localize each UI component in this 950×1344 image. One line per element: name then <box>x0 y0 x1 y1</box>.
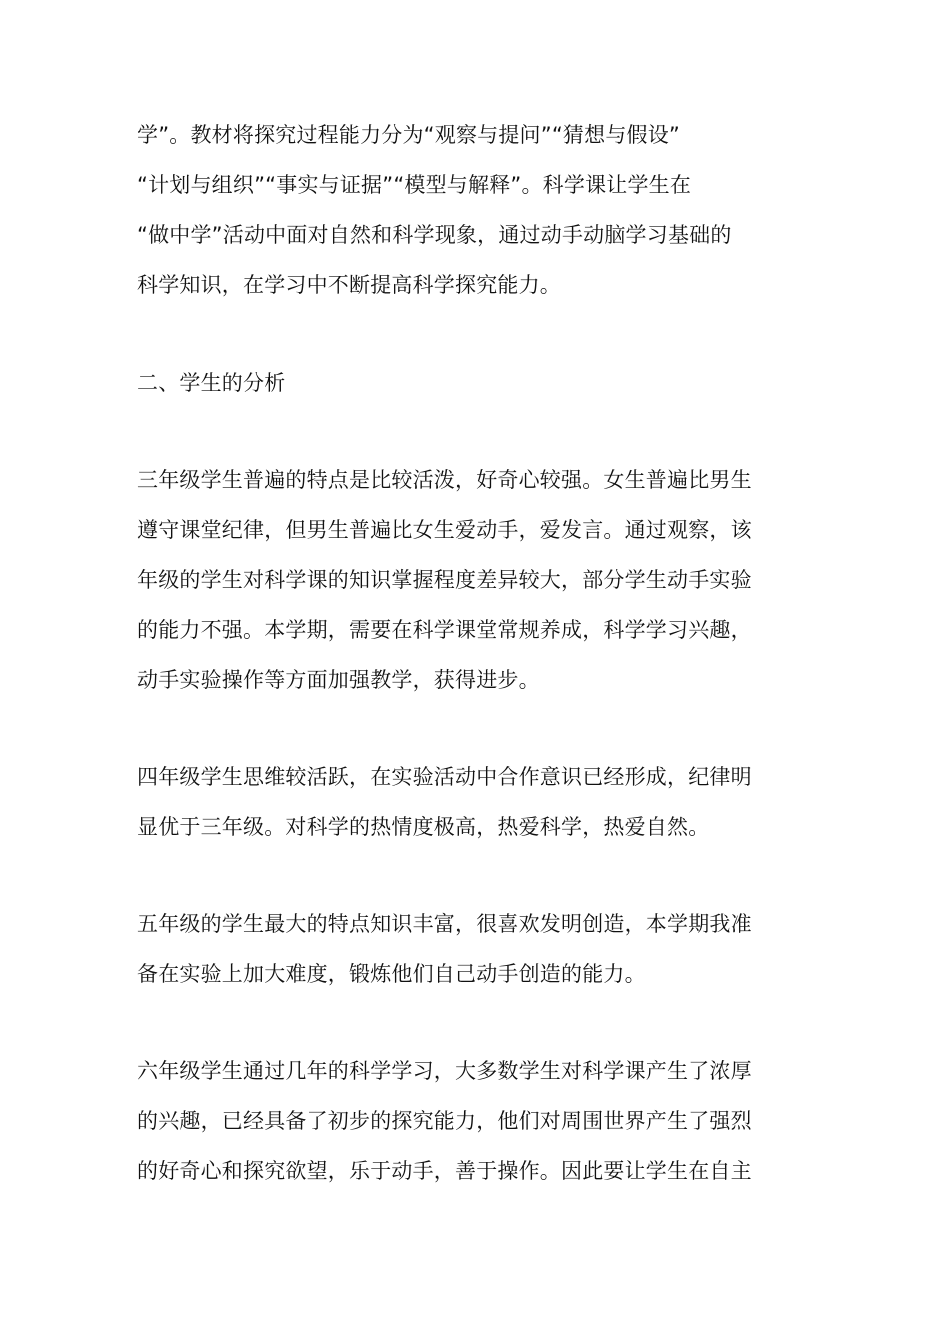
paragraph-intro-continued <box>137 110 797 310</box>
text-line: 的好奇心和探究欲望，乐于动手，善于操作。因此要让学生在自主 <box>137 1159 752 1183</box>
paragraph-grade-six <box>137 1046 797 1196</box>
text-line: 遵守课堂纪律，但男生普遍比女生爱动手，爱发言。通过观察，该 <box>137 518 752 542</box>
text-line: 显优于三年级。对科学的热情度极高，热爱科学，热爱自然。 <box>137 815 710 839</box>
text-line: 六年级学生通过几年的科学学习，大多数学生对科学课产生了浓厚 <box>137 1059 752 1083</box>
text-line: 五年级的学生最大的特点知识丰富，很喜欢发明创造，本学期我准 <box>137 912 752 936</box>
text-line: 科学知识，在学习中不断提高科学探究能力。 <box>137 273 561 297</box>
text-line: 四年级学生思维较活跃，在实验活动中合作意识已经形成，纪律明 <box>137 765 752 789</box>
paragraph-grade-five <box>137 899 797 999</box>
section-heading <box>137 358 797 408</box>
paragraph-grade-four <box>137 752 797 852</box>
text-line: “做中学”活动中面对自然和科学现象，通过动手动脑学习基础的 <box>137 223 732 247</box>
text-line: 的兴趣，已经具备了初步的探究能力，他们对周围世界产生了强烈 <box>137 1109 752 1133</box>
text-line: 的能力不强。本学期，需要在科学课堂常规养成，科学学习兴趣， <box>137 618 752 642</box>
paragraph-grade-three <box>137 455 797 705</box>
text-line: 三年级学生普遍的特点是比较活泼，好奇心较强。女生普遍比男生 <box>137 468 752 492</box>
text-line: 学”。教材将探究过程能力分为“观察与提问”“猜想与假设” <box>137 123 680 147</box>
text-line: 备在实验上加大难度，锻炼他们自己动手创造的能力。 <box>137 962 646 986</box>
text-line: 年级的学生对科学课的知识掌握程度差异较大，部分学生动手实验 <box>137 568 752 592</box>
text-line: “计划与组织”“事实与证据”“模型与解释”。科学课让学生在 <box>137 173 692 197</box>
text-line: 动手实验操作等方面加强教学，获得进步。 <box>137 668 540 692</box>
heading-text: 二、学生的分析 <box>137 371 286 395</box>
